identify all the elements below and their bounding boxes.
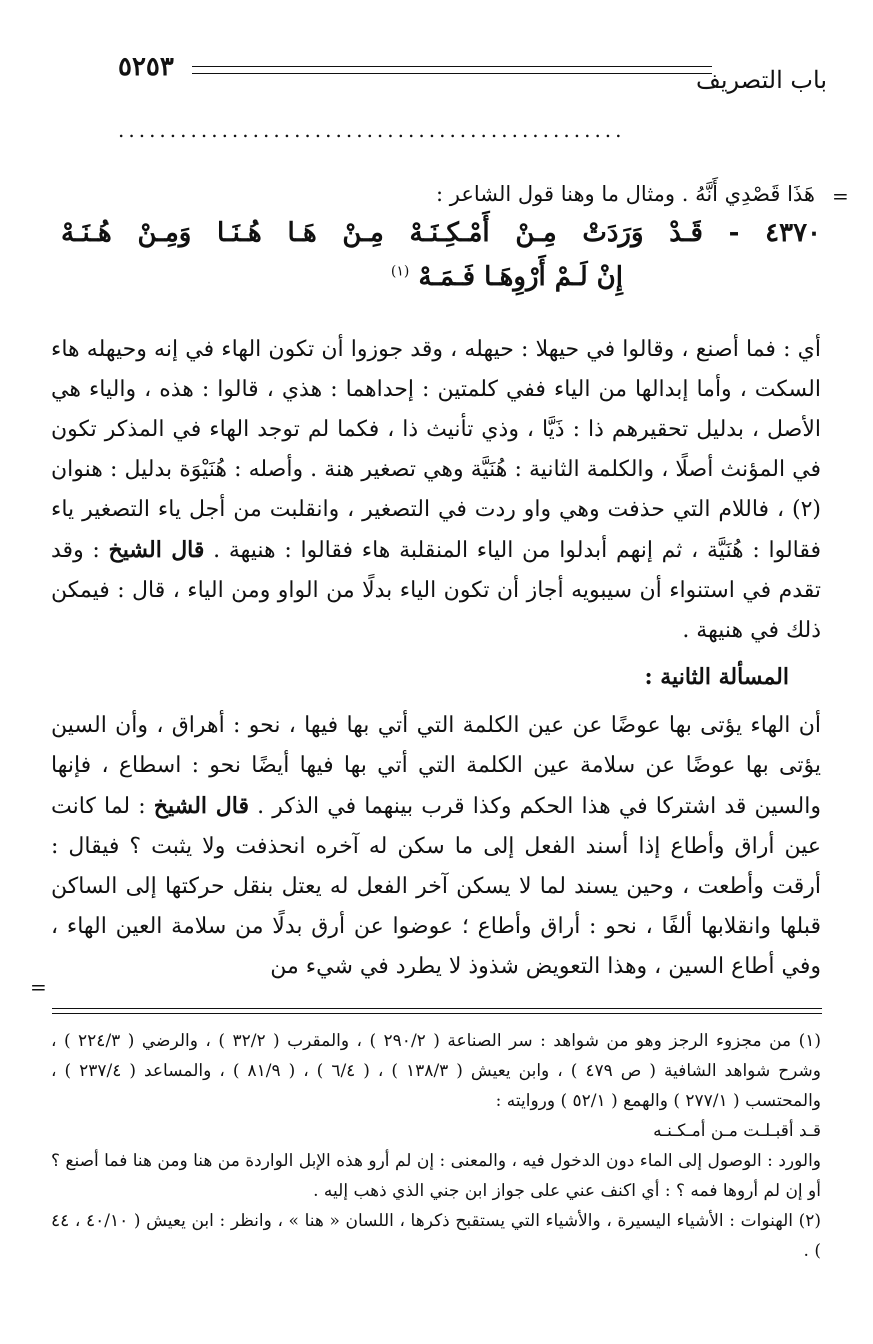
footnote-ref: (١) bbox=[390, 263, 410, 280]
chapter-title: باب التصريف bbox=[695, 66, 827, 94]
body-text: أي : فما أصنع ، وقالوا في حيهلا : حيهله ، وقد جوزوا أن تكون الهاء في إنه وحيهله هاء السكت ، وأما إبدالها من الياء ففي كلمتين : إحداهما : هذي ، قالوا : هذه ، والياء هي الأصل ، بدليل تحقيرهم ذا : ذَيَّا ، وذي تأنيث ذا ، فكما لم توجد الهاء في المذكر تكون في المؤنث أصلًا ، والكلمة الثانية : هُنَيَّة وهي تصغير هنة . وأصله : هُنَيْوَة بدليل : هنوان (٢) ، فاللام التي حذفت وهي واو ردت في التصغير ، وانقلبت من أجل ياء التصغير ياء فقالوا : هُنَيَّة ، ثم إنهم أبدلوا من الياء المنقلبة هاء فقالوا : هنيهة . bbox=[51, 337, 821, 563]
intro-line: هَذَا قَصْدِي أَنَّهُ . ومثال ما وهنا قول الشاعر : bbox=[435, 182, 815, 206]
body-text: : وقد تقدم في استنواء أن سيبويه أجاز أن تكون الياء بدلًا من الواو ومن الياء ، قال : فيمكن ذلك في هنيهة . bbox=[51, 538, 821, 643]
verse-line-2 bbox=[391, 262, 623, 292]
sheikh-label: قال الشيخ bbox=[153, 793, 249, 819]
footnotes bbox=[51, 1026, 821, 1266]
header-rule bbox=[192, 73, 712, 74]
page-number: ٥٢٥٣ bbox=[118, 52, 174, 82]
footnote-1: (١) من مجزوء الرجز وهو من شواهد : سر الصناعة ( ٢٩٠/٢ ) ، والمقرب ( ٣٢/٢ ) ، والرضي ( ٢٢٤/٣ ) ، وشرح شواهد الشافية ( ص ٤٧٩ ) ، وابن يعيش ( ١٣٨/٣ ) ، ( ٦/٤ ) ، ( ٨١/٩ ) ، والمساعد ( ٢٣٧/٤ ) ، والمحتسب ( ٢٧٧/١ ) والهمع ( ٥٢/١ ) وروايته : bbox=[51, 1031, 821, 1111]
footnote-rule bbox=[52, 1008, 822, 1009]
body-text: : لما كانت عين أراق وأطاع إذا أسند الفعل إلى ما سكن له آخره انحذفت ولا يثبت ؟ فيقال : أرقت وأطعت ، وحين يسند لما لا يسكن آخر الفعل له يعتل بنقل حركتها إلى الساكن قبلها وانقلابها ألفًا ، نحو : أراق وأطاع ؛ عوضوا عن أرق بدلًا من سلامة العين الهاء ، وفي أطاع السين ، وهذا التعويض شذوذ لا يطرد في شيء من bbox=[51, 794, 821, 979]
continuation-marker: = bbox=[832, 184, 849, 208]
section-heading: المسألة الثانية : bbox=[644, 664, 789, 690]
footnote-1-gloss: والورد : الوصول إلى الماء دون الدخول فيه ، والمعنى : إن لم أرو هذه الإبل الواردة من هنا ومن هنا فما أصنع ؟ أو إن لم أروها فمه ؟ : أي اكنف عني على جواز ابن جني الذي ذهب إليه . bbox=[51, 1151, 822, 1201]
header-rule bbox=[192, 66, 712, 67]
verse-line-2-text: إِنْ لَـمْ أَرْوِهَـا فَـمَـهْ bbox=[418, 262, 623, 292]
body-paragraph-1 bbox=[51, 330, 821, 651]
dotted-separator: ................................................. bbox=[118, 118, 626, 142]
footnote-2: (٢) الهنوات : الأشياء اليسيرة ، والأشياء التي يستقبح ذكرها ، اللسان « هنا » ، وانظر : ابن يعيش ( ٤٠/١٠ ، ٤٤ ) . bbox=[51, 1211, 821, 1261]
body-text: أن الهاء يؤتى بها عوضًا عن عين الكلمة التي أتي بها فيها ، نحو : أهراق ، وأن السين يؤتى بها عوضًا عن سلامة عين الكلمة التي أتي بها فيها أيضًا نحو : اسطاع ، فإنها والسين قد اشتركا في هذا الحكم وكذا قرب بينهما في الذكر . bbox=[51, 713, 821, 819]
sheikh-label: قال الشيخ bbox=[108, 537, 205, 563]
body-paragraph-2 bbox=[51, 706, 821, 987]
footnote-1-quote: قـد أقبـلـت مـن أمـكـنـه bbox=[653, 1121, 821, 1141]
verse-line-1: ٤٣٧٠ - قَـدْ وَرَدَتْ مِـنْ أَمْـكِـنَـهْ مِـنْ هَـا هُـنَـا وَمِـنْ هُـنَـهْ bbox=[61, 218, 821, 248]
footnote-rule bbox=[52, 1013, 822, 1014]
continuation-marker-end: = bbox=[30, 975, 47, 999]
